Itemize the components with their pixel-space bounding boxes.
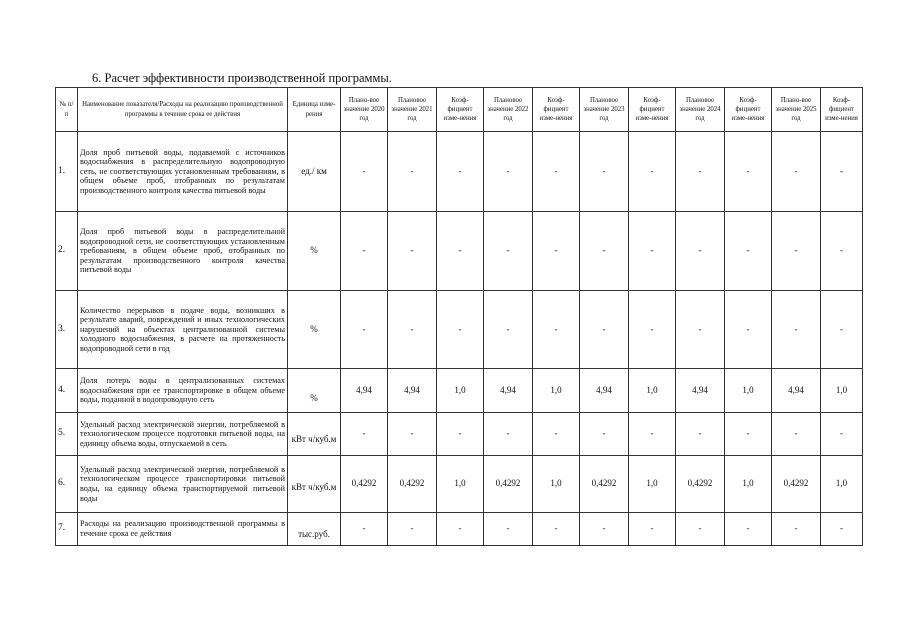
value-cell: - [341,413,388,456]
value-cell: 4,94 [341,369,388,413]
row-number: 2. [56,212,78,291]
value-cell: 1,0 [821,456,863,513]
value-cell: 1,0 [629,456,676,513]
header-plan-2023: Плановое значение 2023 год [580,88,629,132]
value-cell: - [676,212,725,291]
value-cell: - [821,513,863,546]
row-number: 4. [56,369,78,413]
value-cell: - [533,212,580,291]
value-cell: 1,0 [725,456,772,513]
value-cell: - [629,291,676,369]
value-cell: - [341,212,388,291]
value-cell: - [437,212,484,291]
value-cell: - [484,291,533,369]
value-cell: - [821,212,863,291]
value-cell: - [725,212,772,291]
value-cell: - [772,132,821,212]
unit-cell: % [288,369,341,413]
value-cell: - [580,513,629,546]
value-cell: - [437,413,484,456]
table-row [56,291,863,369]
efficiency-table [55,87,863,546]
header-coef-2021: Коэф-фициент изме-нения [437,88,484,132]
table-row [56,513,863,546]
value-cell: - [437,132,484,212]
value-cell: - [341,291,388,369]
value-cell: - [484,212,533,291]
value-cell: 0,4292 [484,456,533,513]
indicator-name: Расходы на реализацию производственной программы в течение срока ее действия [78,513,288,546]
value-cell: - [533,132,580,212]
table-row [56,212,863,291]
value-cell: - [821,413,863,456]
value-cell: - [821,291,863,369]
value-cell: 0,4292 [341,456,388,513]
value-cell: - [772,291,821,369]
header-unit: Единица изме-рения [288,88,341,132]
value-cell: - [629,132,676,212]
value-cell: 1,0 [725,369,772,413]
unit-cell: тыс.руб. [288,513,341,546]
unit-cell: кВт ч/куб.м [288,413,341,456]
value-cell: - [676,413,725,456]
value-cell: 0,4292 [388,456,437,513]
value-cell: - [676,513,725,546]
indicator-name: Доля потерь воды в централизованных системах водоснабжения при ее транспортировке в общем объеме воды, поданной в водопроводную сеть [78,369,288,413]
value-cell: - [821,132,863,212]
value-cell: - [484,513,533,546]
value-cell: 4,94 [580,369,629,413]
table-row [56,369,863,413]
value-cell: 4,94 [772,369,821,413]
unit-cell: % [288,212,341,291]
unit-cell: % [288,291,341,369]
table-body [56,132,863,546]
section-title: 6. Расчет эффективности производственной программы. [92,71,392,85]
value-cell: 1,0 [821,369,863,413]
value-cell: - [629,212,676,291]
value-cell: - [580,132,629,212]
table-row [56,132,863,212]
value-cell: - [341,513,388,546]
value-cell: - [388,132,437,212]
value-cell: 1,0 [533,369,580,413]
header-name: Наименование показателя/Расходы на реализацию производственной программы в течение срока ее действия [78,88,288,132]
table-row [56,456,863,513]
header-plan-2025: Плано-вое значение 2025 год [772,88,821,132]
value-cell: - [341,132,388,212]
header-coef-2023: Коэф-фициент изме-нения [629,88,676,132]
value-cell: - [676,132,725,212]
value-cell: - [676,291,725,369]
value-cell: - [533,513,580,546]
row-number: 1. [56,132,78,212]
value-cell: - [388,212,437,291]
header-num: № п/п [56,88,78,132]
value-cell: 4,94 [484,369,533,413]
value-cell: - [388,513,437,546]
row-number: 6. [56,456,78,513]
indicator-name: Количество перерывов в подаче воды, возникших в результате аварий, повреждений и иных технологических нарушений на объектах централизованной системы холодного водоснабжения, в расчете на протяженность водопроводной сети в год [78,291,288,369]
header-plan-2021: Плановое значение 2021 год [388,88,437,132]
value-cell: 1,0 [533,456,580,513]
value-cell: - [725,291,772,369]
value-cell: 0,4292 [580,456,629,513]
header-plan-2024: Плановое значение 2024 год [676,88,725,132]
value-cell: - [725,413,772,456]
value-cell: - [725,132,772,212]
header-coef-2024: Коэф-фициент изме-нения [725,88,772,132]
value-cell: - [388,291,437,369]
value-cell: 0,4292 [676,456,725,513]
value-cell: 1,0 [437,456,484,513]
header-coef-2022: Коэф-фициент изме-нения [533,88,580,132]
value-cell: - [580,212,629,291]
header-plan-2020: Плано-вое значение 2020 год [341,88,388,132]
value-cell: - [772,513,821,546]
row-number: 7. [56,513,78,546]
indicator-name: Доля проб питьевой воды, подаваемой с источников водоснабжения в распределительную водопроводную сеть, не соответствующих установленным требованиям, в общем объеме проб, отобранных по результатам производственного контроля качества питьевой воды [78,132,288,212]
value-cell: - [437,291,484,369]
row-number: 5. [56,413,78,456]
value-cell: - [772,413,821,456]
value-cell: - [772,212,821,291]
value-cell: - [629,513,676,546]
unit-cell: ед./ км [288,132,341,212]
value-cell: - [580,291,629,369]
value-cell: 4,94 [388,369,437,413]
value-cell: - [629,413,676,456]
value-cell: 1,0 [437,369,484,413]
value-cell: - [725,513,772,546]
indicator-name: Удельный расход электрической энергии, потребляемой в технологическом процессе подготовки питьевой воды, на единицу объема воды, отпускаемой в сеть [78,413,288,456]
header-plan-2022: Плановое значение 2022 год [484,88,533,132]
value-cell: 0,4292 [772,456,821,513]
value-cell: 4,94 [676,369,725,413]
value-cell: - [484,413,533,456]
value-cell: - [533,413,580,456]
value-cell: - [580,413,629,456]
header-coef-2025: Коэф-фициент изме-нения [821,88,863,132]
header-row [56,88,863,132]
value-cell: - [484,132,533,212]
table-row [56,413,863,456]
row-number: 3. [56,291,78,369]
value-cell: 1,0 [629,369,676,413]
indicator-name: Доля проб питьевой воды в распределительной водопроводной сети, не соответствующих установленным требованиям, в общем объеме проб, отобранных по результатам производственного контроля качества питьевой воды [78,212,288,291]
value-cell: - [388,413,437,456]
value-cell: - [437,513,484,546]
unit-cell: кВт ч/куб.м [288,456,341,513]
indicator-name: Удельный расход электрической энергии, потребляемой в технологическом процессе транспортировки питьевой воды, на единицу объема транспортируемой питьевой воды [78,456,288,513]
value-cell: - [533,291,580,369]
